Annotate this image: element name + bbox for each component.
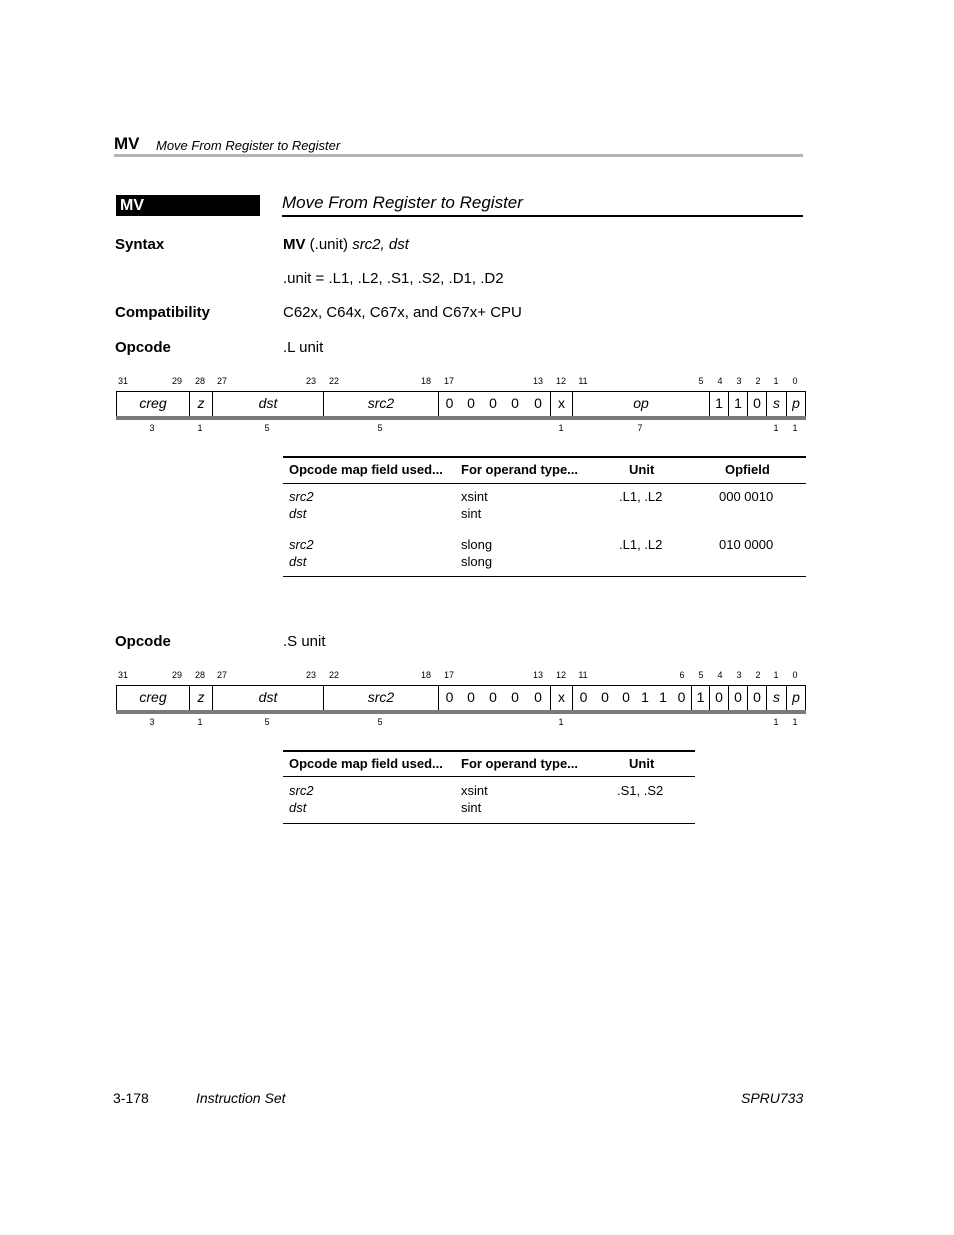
- instruction-title-box: MV: [116, 195, 260, 216]
- field-name: src2: [289, 489, 314, 504]
- field-p: p: [786, 391, 806, 416]
- field-width: 3: [149, 717, 155, 727]
- field-z: z: [189, 391, 212, 416]
- field-x: x: [550, 685, 572, 710]
- field-bit: 0: [622, 689, 630, 705]
- field-width: 1: [773, 717, 779, 727]
- table-header: Opcode map field used...: [289, 756, 443, 771]
- bit-number: 22: [328, 670, 340, 680]
- bit-number: 31: [117, 376, 129, 386]
- opcode-s-unit: .S unit: [283, 633, 326, 650]
- field-creg: creg: [116, 685, 189, 710]
- unit-value: .L1, .L2: [619, 537, 663, 552]
- field-width: 5: [377, 423, 383, 433]
- syntax-unit-arg: (.unit): [305, 236, 353, 253]
- bit-number: 0: [792, 670, 798, 680]
- running-header-rule: [114, 154, 803, 157]
- bit-number: 1: [773, 376, 779, 386]
- field-name: src2: [289, 537, 314, 552]
- operand-type: xsint: [461, 489, 488, 504]
- bit-number: 23: [305, 670, 317, 680]
- table-header: Unit: [629, 756, 655, 771]
- table-header: For operand type...: [461, 462, 579, 477]
- syntax-units-line: .unit = .L1, .L2, .S1, .S2, .D1, .D2: [283, 270, 504, 287]
- table-header: Opfield: [725, 462, 770, 477]
- bit-number: 31: [117, 670, 129, 680]
- bit-number: 3: [736, 376, 742, 386]
- field-width: 1: [792, 423, 798, 433]
- field-src2: src2: [323, 391, 438, 416]
- bit-number: 28: [194, 670, 206, 680]
- opfield-value: 000 0010: [719, 489, 774, 504]
- field-width: 1: [197, 717, 203, 727]
- table-header: For operand type...: [461, 756, 579, 771]
- field-x: x: [550, 391, 572, 416]
- field-dst: dst: [212, 685, 323, 710]
- bit-number: 2: [755, 670, 761, 680]
- field-width: 5: [264, 717, 270, 727]
- field-bit: 0: [438, 391, 460, 416]
- field-bit: 1: [641, 689, 649, 705]
- bit-number: 12: [555, 376, 567, 386]
- field-bit: 0: [677, 689, 686, 705]
- field-dst: dst: [212, 391, 323, 416]
- field-width: 1: [773, 423, 779, 433]
- field-width: 7: [637, 423, 643, 433]
- field-bit: 0: [511, 689, 519, 705]
- bit-number: 5: [698, 376, 704, 386]
- syntax-line: [283, 236, 409, 253]
- bit-number: 18: [420, 670, 432, 680]
- operand-type: xsint: [461, 783, 488, 798]
- bit-number: 12: [555, 670, 567, 680]
- opcode-s-field-diagram: [116, 685, 806, 714]
- field-width: 1: [197, 423, 203, 433]
- running-header-mnemonic: MV: [114, 134, 140, 153]
- compatibility-label: Compatibility: [115, 304, 211, 321]
- field-s: s: [766, 685, 786, 710]
- bit-number: 22: [328, 376, 340, 386]
- bit-number: 17: [443, 376, 455, 386]
- opcode-l-table: [283, 456, 806, 578]
- bit-number: 11: [578, 670, 588, 680]
- bit-number: 4: [717, 376, 723, 386]
- bit-number: 3: [736, 670, 742, 680]
- field-width: 1: [558, 717, 564, 727]
- field-src2: src2: [323, 685, 438, 710]
- opfield-value: 010 0000: [719, 537, 774, 552]
- syntax-mnemonic: MV: [283, 236, 306, 253]
- field-creg: creg: [116, 391, 189, 416]
- field-op: op: [572, 391, 709, 416]
- bit-number: 27: [216, 670, 228, 680]
- field-name: src2: [289, 783, 314, 798]
- field-bit: 0: [467, 395, 475, 411]
- field-bit: 0: [747, 685, 766, 710]
- operand-type: slong: [461, 554, 493, 569]
- bit-number: 11: [578, 376, 588, 386]
- opcode-l-unit: .L unit: [283, 339, 324, 356]
- title-rule: [282, 215, 803, 217]
- bit-number: 0: [792, 376, 798, 386]
- field-bit: 0: [467, 689, 475, 705]
- opcode-l-label: Opcode: [115, 339, 171, 356]
- field-name: dst: [289, 800, 307, 815]
- field-name: dst: [289, 554, 307, 569]
- field-width: 1: [792, 717, 798, 727]
- field-bit: 0: [709, 685, 728, 710]
- syntax-label: Syntax: [115, 236, 165, 253]
- field-bit: 0: [601, 689, 609, 705]
- field-bit: 1: [709, 391, 728, 416]
- field-bit: 0: [534, 395, 542, 411]
- table-header: Unit: [629, 462, 655, 477]
- bit-number: 6: [679, 670, 685, 680]
- field-bit: 0: [572, 685, 594, 710]
- bit-number: 5: [698, 670, 704, 680]
- bit-number: 29: [171, 670, 183, 680]
- field-s: s: [766, 391, 786, 416]
- field-bit: 0: [489, 395, 497, 411]
- bit-number: 13: [532, 670, 544, 680]
- field-bit: 1: [659, 689, 667, 705]
- operand-type: sint: [461, 800, 482, 815]
- field-width: 3: [149, 423, 155, 433]
- field-bit: 0: [489, 689, 497, 705]
- opcode-s-table: [283, 750, 695, 825]
- opcode-s-label: Opcode: [115, 633, 171, 650]
- bit-number: 28: [194, 376, 206, 386]
- bit-number: 17: [443, 670, 455, 680]
- bit-number: 13: [532, 376, 544, 386]
- unit-value: .S1, .S2: [617, 783, 664, 798]
- field-bit: 1: [691, 685, 709, 710]
- footer-document-id: SPRU733: [741, 1090, 804, 1106]
- running-header-title: Move From Register to Register: [156, 138, 341, 153]
- field-z: z: [189, 685, 212, 710]
- field-bit: 0: [438, 685, 460, 710]
- field-bit: 0: [747, 391, 766, 416]
- bit-number: 2: [755, 376, 761, 386]
- field-bit: 0: [728, 685, 747, 710]
- bit-number: 27: [216, 376, 228, 386]
- footer-section: Instruction Set: [196, 1090, 286, 1106]
- syntax-operands: src2, dst: [352, 236, 409, 253]
- field-p: p: [786, 685, 806, 710]
- footer-page-number: 3-178: [113, 1090, 149, 1106]
- operand-type: slong: [461, 537, 493, 552]
- operand-type: sint: [461, 506, 482, 521]
- unit-value: .L1, .L2: [619, 489, 663, 504]
- opcode-l-field-diagram: [116, 391, 806, 420]
- field-width: 5: [377, 717, 383, 727]
- bit-number: 23: [305, 376, 317, 386]
- bit-number: 29: [171, 376, 183, 386]
- bit-number: 1: [773, 670, 779, 680]
- field-width: 5: [264, 423, 270, 433]
- bit-number: 18: [420, 376, 432, 386]
- instruction-title: Move From Register to Register: [282, 193, 523, 212]
- field-bit: 0: [534, 689, 542, 705]
- table-header: Opcode map field used...: [289, 462, 443, 477]
- field-name: dst: [289, 506, 307, 521]
- compatibility-text: C62x, C64x, C67x, and C67x+ CPU: [283, 304, 522, 321]
- bit-number: 4: [717, 670, 723, 680]
- field-width: 1: [558, 423, 564, 433]
- field-bit: 1: [728, 391, 747, 416]
- field-bit: 0: [511, 395, 519, 411]
